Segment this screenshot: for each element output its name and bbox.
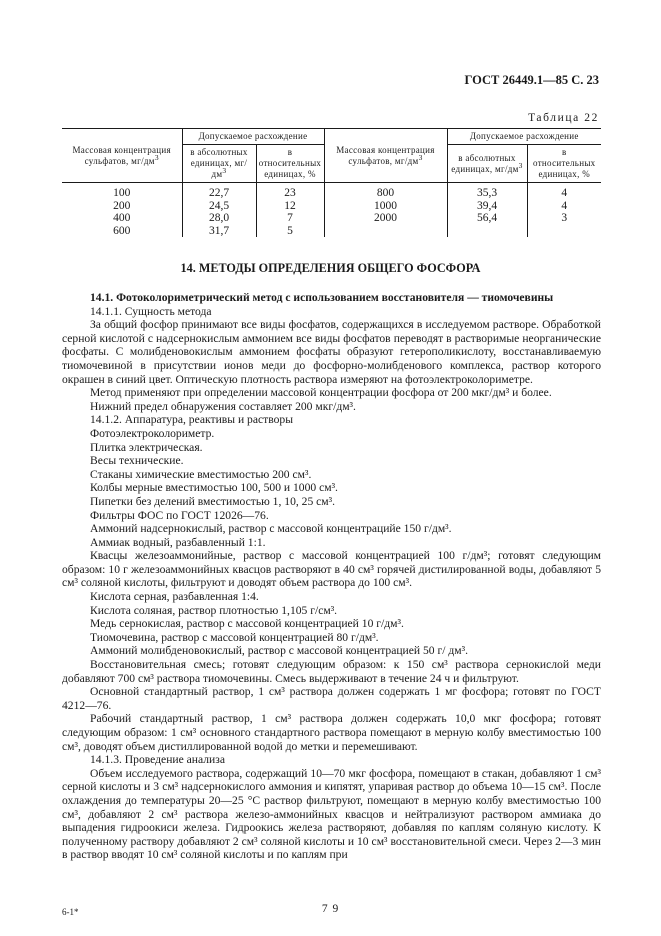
paragraph: Пипетки без делений вместимостью 1, 10, 25 см³. bbox=[90, 494, 336, 508]
paragraph: Основной стандартный раствор, 1 см³ раствора должен содержать 1 мг фосфора; готовят по ГОСТ 4212—76. bbox=[62, 685, 601, 712]
paragraph: Колбы мерные вместимостью 100, 500 и 1000 см³. bbox=[90, 481, 338, 495]
document-reference: ГОСТ 26449.1—85 С. 23 bbox=[464, 73, 599, 87]
header-relative-units: в относительных единицах, % bbox=[256, 145, 324, 183]
paragraph: Медь сернокислая, раствор с массовой концентрацией 10 г/дм³. bbox=[90, 617, 404, 631]
paragraph: Аммоний надсернокислый, раствор с массовой концентрацийе 150 г/дм³. bbox=[90, 522, 452, 536]
paragraph: Плитка электрическая. bbox=[90, 440, 203, 454]
header-absolute-units: в абсолютных единицах, $мг/дм^3$ bbox=[182, 145, 256, 183]
header-absolute-units-2: в абсолютных единицах, $мг/дм^3$ bbox=[447, 145, 527, 183]
body-text bbox=[62, 291, 601, 862]
table-caption: Таблица 22 bbox=[528, 112, 599, 124]
paragraph: Объем исследуемого раствора, содержащий 10—70 мкг фосфора, помещают в стакан, добавляют 1 см³ серной кислоты и 3 см³ надсернокислого аммония и кипятят, упаривая раствор до объема 10—15 см³. После охлаждения до температуры 20—25 °С раствор фильтруют, помещают в мерную колбу вместимостью 100 см³, добавляют 2 см³ раствора железо-аммонийных квасцов и нейтрализуют раствором аммиака до выпадения гидроокиси железа. Гидроокись железа растворяют, добавляя по каплям соляную кислоту. К полученному раствору добавляют 2 см³ соляной кислоты и 10 см³ восстановительной смеси. Через 2—3 мин в раствор вводят 10 см³ соляной кислоты и по каплям при bbox=[62, 766, 601, 862]
section-title: 14. МЕТОДЫ ОПРЕДЕЛЕНИЯ ОБЩЕГО ФОСФОРА bbox=[180, 261, 481, 275]
page-number: 7 9 bbox=[321, 903, 340, 915]
paragraph: Кислота соляная, раствор плотностью 1,105 г/см³. bbox=[90, 603, 338, 617]
paragraph: 14.1.2. Аппаратура, реактивы и растворы bbox=[90, 413, 293, 427]
table-row: 200 24,5 12 1000 39,4 4 bbox=[62, 200, 601, 213]
header-concentration: Массовая концентрация сульфатов, $мг/дм^3$ bbox=[62, 129, 182, 183]
paragraph: Весы технические. bbox=[90, 454, 184, 468]
paragraph: Рабочий стандартный раствор, 1 см³ раствора должен содержать 10,0 мкг фосфора; готовят следующим образом: 1 см³ основного стандартного раствора помещают в мерную колбу вместимостью 100 см³, доводят объем дистиллированной водой до метки и перемешивают. bbox=[62, 712, 601, 753]
table-row: 600 31,7 5 bbox=[62, 225, 601, 238]
table-row: 100 22,7 23 800 35,3 4 bbox=[62, 183, 601, 200]
paragraph: Аммоний молибденовокислый, раствор с массовой концентрацией 50 г/ дм³. bbox=[90, 644, 468, 658]
paragraph: Нижний предел обнаружения составляет 200 мкг/дм³. bbox=[90, 399, 356, 413]
paragraph: Тиомочевина, раствор с массовой концентрацией 80 г/дм³. bbox=[90, 630, 379, 644]
paragraph: Фотоэлектроколориметр. bbox=[90, 426, 215, 440]
paragraph: 14.1.1. Сущность метода bbox=[90, 304, 212, 318]
paragraph: 14.1. Фотоколориметрический метод с использованием восстановителя — тиомочевины bbox=[90, 291, 554, 304]
header-relative-units-2: в относительных единицах, % bbox=[527, 145, 601, 183]
paragraph: Метод применяют при определении массовой концентрации фосфора от 200 мкг/дм³ и более. bbox=[90, 386, 552, 400]
footer-mark: 6-1* bbox=[62, 907, 79, 917]
paragraph: Аммиак водный, разбавленный 1:1. bbox=[90, 535, 266, 549]
paragraph: Фильтры ФОС по ГОСТ 12026—76. bbox=[90, 508, 269, 522]
paragraph: Кислота серная, разбавленная 1:4. bbox=[90, 590, 259, 604]
table-row: 400 28,0 7 2000 56,4 3 bbox=[62, 212, 601, 225]
header-allowed-deviation-2: Допускаемое расхождение bbox=[447, 129, 601, 145]
header-allowed-deviation: Допускаемое расхождение bbox=[182, 129, 324, 145]
paragraph: 14.1.3. Проведение анализа bbox=[90, 753, 225, 767]
paragraph: Стаканы химические вместимостью 200 см³. bbox=[90, 467, 312, 481]
paragraph: Восстановительная смесь; готовят следующим образом: к 150 см³ раствора сернокислой меди добавляют 700 см³ раствора тиомочевины. Смесь выдерживают в течение 24 ч и фильтруют. bbox=[62, 658, 601, 685]
header-concentration-2: Массовая концентрация сульфатов, $мг/дм^3$ bbox=[324, 129, 447, 183]
sulfate-tolerance-table bbox=[62, 128, 601, 237]
paragraph: За общий фосфор принимают все виды фосфатов, содержащихся в исследуемом растворе. Обработкой серной кислотой с надсернокислым аммонием все виды фосфатов переводят в растворимые неорганические фосфаты. С молибденовокислым аммонием фосфаты образуют гетерополикислоту, восстанавливаемую тиомочевиной в присутствии ионов меди до фосфорно-молибденового комплекса, раствор которого окрашен в синий цвет. Оптическую плотность раствора измеряют на фотоэлектроколориметре. bbox=[62, 318, 601, 386]
paragraph: Квасцы железоаммонийные, раствор с массовой концентрацией 100 г/дм³; готовят следующим образом: 10 г железоаммонийных квасцов растворяют в 40 см³ горячей дистилированной воды, добавляют 5 см³ соляной кислоты, фильтруют и доводят объем раствора до 100 см³. bbox=[62, 549, 601, 590]
